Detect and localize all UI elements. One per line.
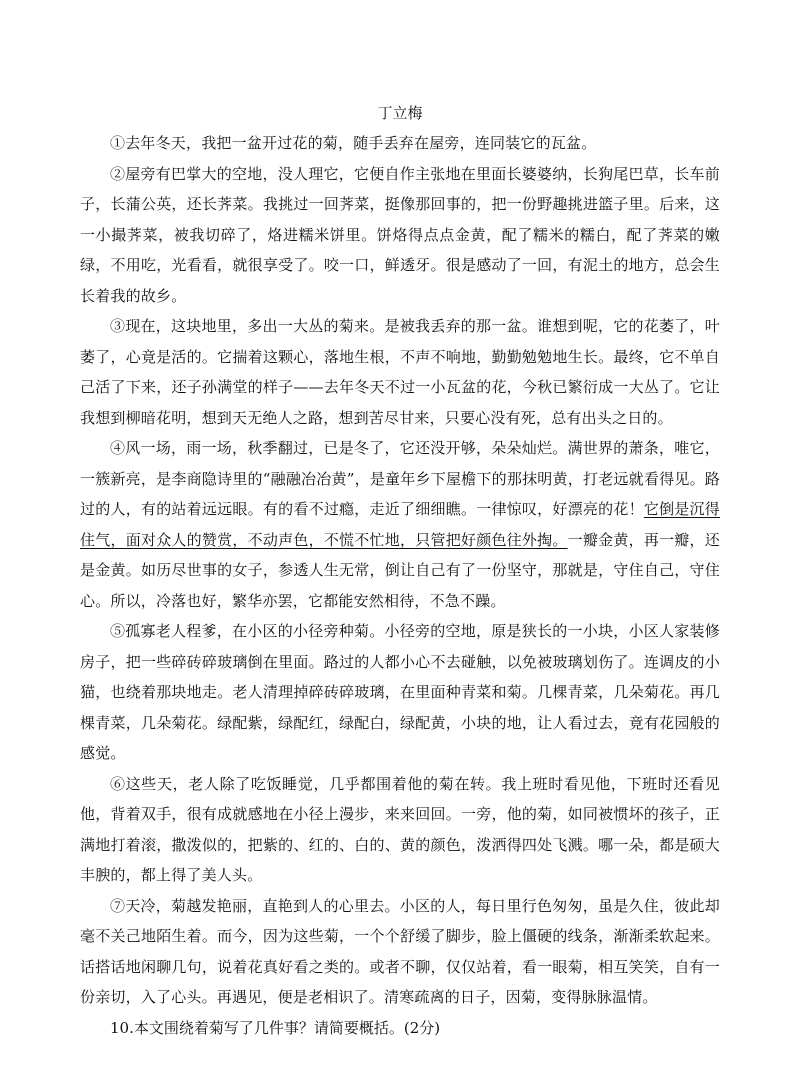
paragraph-5 — [80, 616, 720, 769]
author-name: 丁立梅 — [377, 104, 423, 122]
paragraph-text: ⑦天冷，菊越发艳丽，直艳到人的心里去。小区的人，每日里行色匆匆，虽是久住，彼此却毫不关己地陌生着。而今，因为这些菊，一个个舒缓了脚步，脸上僵硬的线条，渐渐柔软起来。话搭话地闲聊几句，说着花真好看之类的。或者不聊，仅仅站着，看一眼菊，相互笑笑，自有一份亲切，入了心头。再遇见，便是老相识了。清寒疏离的日子，因菊，变得脉脉温情。 — [80, 896, 720, 1006]
paragraph-6 — [80, 769, 720, 891]
paragraph-text: ⑥这些天，老人除了吃饭睡觉，几乎都围着他的菊在转。我上班时看见他，下班时还看见他，背着双手，很有成就感地在小径上漫步，来来回回。一旁，他的菊，如同被惯坏的孩子，正满地打着滚，撒泼似的，把紫的、红的、白的、黄的颜色，泼洒得四处飞溅。哪一朵，都是硕大丰腴的，都上得了美人头。 — [80, 774, 720, 884]
paragraph-1 — [80, 128, 720, 159]
question-10: 10.本文围绕着菊写了几件事？请简要概括。(2分) — [110, 1018, 441, 1037]
paragraph-4 — [80, 433, 720, 616]
paragraph-text: ②屋旁有巴掌大的空地，没人理它，它便自作主张地在里面长婆婆纳，长狗尾巴草，长车前子，长蒲公英，还长荠菜。我挑过一回荠菜，挺像那回事的，把一份野趣挑进篮子里。后来，这一小撮荠菜，被我切碎了，烙进糯米饼里。饼烙得点点金黄，配了糯米的糯白，配了荠菜的嫩绿，不用吃，光看看，就很享受了。咬一口，鲜透牙。很是感动了一回，有泥土的地方，总会生长着我的故乡。 — [80, 164, 720, 305]
underlined-sentence: 它倒是沉得住气，面对众人的赞赏，不动声色，不慌不忙地，只管把好颜色往外掏。 — [80, 500, 720, 549]
paragraph-text: ④风一场，雨一场，秋季翻过，已是冬了，它还没开够，朵朵灿烂。满世界的萧条，唯它，一簇新亮，是李商隐诗里的“融融冶冶黄”，是童年乡下屋檐下的那抹明黄，打老远就看得见。路过的人，有的站着远远眼。有的看不过瘾，走近了细细瞧。一律惊叹，好漂亮的花！ — [80, 439, 720, 518]
paragraph-2 — [80, 159, 720, 312]
paragraph-3 — [80, 311, 720, 433]
paragraph-7 — [80, 891, 720, 1013]
document-page — [80, 100, 720, 1043]
paragraph-text: ①去年冬天，我把一盆开过花的菊，随手丢弃在屋旁，连同装它的瓦盆。 — [110, 134, 597, 152]
article-body — [80, 128, 720, 1013]
paragraph-text: ③现在，这块地里，多出一大丛的菊来。是被我丢弃的那一盆。谁想到呢，它的花萎了，叶萎了，心竟是活的。它揣着这颗心，落地生根，不声不响地，勤勤勉勉地生长。最终，它不单自己活了下来，还子孙满堂的样子——去年冬天不过一小瓦盆的花，今秋已繁衍成一大丛了。它让我想到柳暗花明，想到天无绝人之路，想到苦尽甘来，只要心没有死，总有出头之日的。 — [80, 317, 720, 427]
paragraph-text: 一瓣金黄，再一瓣，还是金黄。如历尽世事的女子，参透人生无常，倒让自己有了一份坚守，那就是，守住自己，守住心。所以，冷落也好，繁华亦罢，它都能安然相待，不急不躁。 — [80, 530, 720, 610]
paragraph-text: ⑤孤寡老人程爹，在小区的小径旁种菊。小径旁的空地，原是狭长的一小块，小区人家装修房子，把一些碎砖碎玻璃倒在里面。路过的人都小心不去碰触，以免被玻璃划伤了。连调皮的小猫，也绕着那块地走。老人清理掉碎砖碎玻璃，在里面种青菜和菊。几棵青菜，几朵菊花。再几棵青菜，几朵菊花。绿配紫，绿配红，绿配白，绿配黄，小块的地，让人看过去，竟有花园般的感觉。 — [80, 622, 720, 762]
